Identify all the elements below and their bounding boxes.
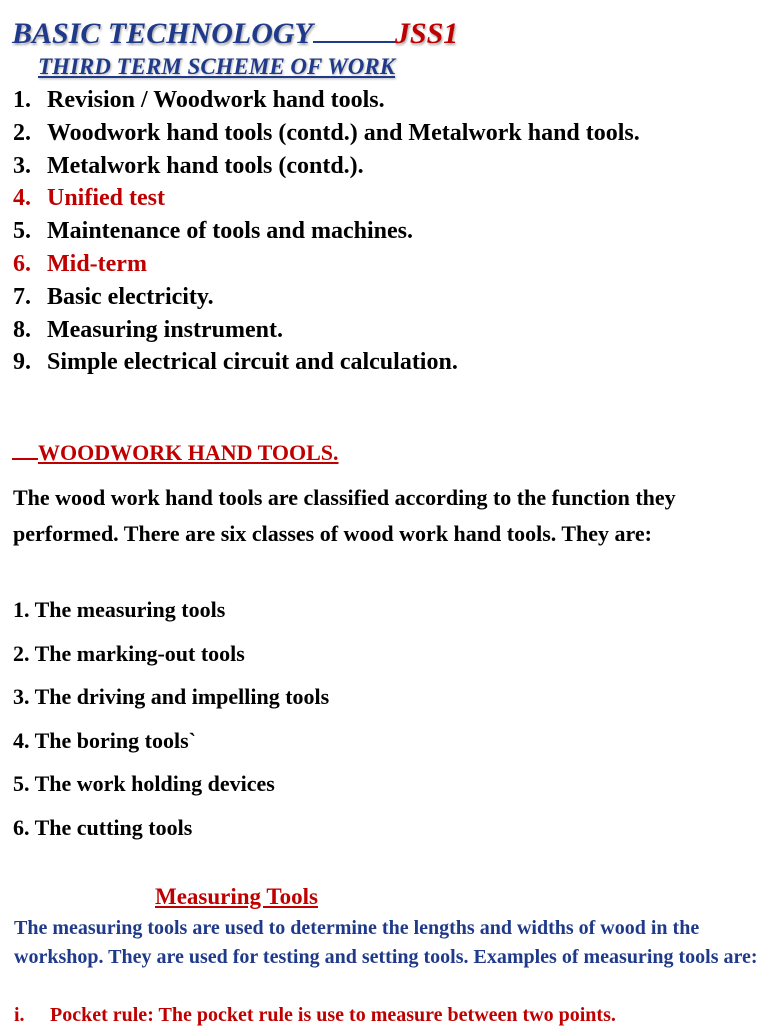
scheme-item-text: Mid-term xyxy=(47,250,147,277)
scheme-item-number: 7. xyxy=(13,283,31,310)
example-numeral: i. xyxy=(14,1004,25,1026)
scheme-item-text: Basic electricity. xyxy=(47,283,214,310)
example-text: Pocket rule: The pocket rule is use to measure between two points. xyxy=(50,1004,616,1026)
tool-classes-list xyxy=(13,594,329,856)
document-title xyxy=(12,14,458,54)
woodwork-intro-paragraph: The wood work hand tools are classified according to the function they performed. There are six classes of wood work hand tools. They are: xyxy=(13,485,676,546)
measuring-example-item xyxy=(14,1001,616,1030)
scheme-item xyxy=(13,215,640,248)
tool-class-item: 2. The marking-out tools xyxy=(13,640,245,666)
scheme-item-text: Revision / Woodwork hand tools. xyxy=(47,87,385,113)
scheme-of-work-list xyxy=(13,84,640,379)
tool-class-item: 3. The driving and impelling tools xyxy=(13,684,330,710)
scheme-item xyxy=(13,314,640,347)
scheme-item-number: 1. xyxy=(13,87,31,113)
woodwork-heading xyxy=(12,440,339,466)
scheme-item-number: 4. xyxy=(13,185,31,212)
tool-class-item: 1. The measuring tools xyxy=(13,597,226,622)
scheme-item-number: 2. xyxy=(13,119,31,146)
measuring-tools-paragraph: The measuring tools are used to determine the lengths and widths of wood in the workshop. They are used for testing and setting tools. Examples of measuring tools are: xyxy=(14,917,758,968)
scheme-item-number: 3. xyxy=(13,152,31,179)
scheme-item-text: Maintenance of tools and machines. xyxy=(47,218,413,245)
scheme-item xyxy=(13,150,640,183)
scheme-item-mid-term xyxy=(13,248,640,281)
scheme-item-text: Unified test xyxy=(47,185,165,212)
scheme-item-text: Woodwork hand tools (contd.) and Metalwork hand tools. xyxy=(47,119,640,146)
tool-class-item: 6. The cutting tools xyxy=(13,814,193,840)
scheme-item-text: Simple electrical circuit and calculation. xyxy=(47,349,458,376)
subject-title: BASIC TECHNOLOGY xyxy=(12,17,313,50)
scheme-subtitle: THIRD TERM SCHEME OF WORK xyxy=(38,54,396,79)
scheme-item-number: 5. xyxy=(13,218,31,245)
scheme-item-text: Metalwork hand tools (contd.). xyxy=(47,152,364,179)
scheme-item xyxy=(13,281,640,314)
scheme-item-number: 9. xyxy=(13,349,31,376)
scheme-item-unified-test xyxy=(13,182,640,215)
scheme-item xyxy=(13,117,640,150)
title-underline-gap xyxy=(313,17,395,43)
scheme-item-text: Measuring instrument. xyxy=(47,316,283,343)
tool-class-item: 5. The work holding devices xyxy=(13,771,275,797)
scheme-item xyxy=(13,346,640,379)
tool-class-item: 4. The boring tools` xyxy=(13,727,196,753)
measuring-tools-heading: Measuring Tools xyxy=(155,884,318,909)
heading-lead-underline xyxy=(12,440,38,460)
scheme-item-number: 6. xyxy=(13,250,31,277)
scheme-item xyxy=(13,84,640,117)
scheme-item-number: 8. xyxy=(13,316,31,343)
woodwork-heading-text: WOODWORK HAND TOOLS. xyxy=(38,440,339,465)
class-level: JSS1 xyxy=(394,17,459,50)
